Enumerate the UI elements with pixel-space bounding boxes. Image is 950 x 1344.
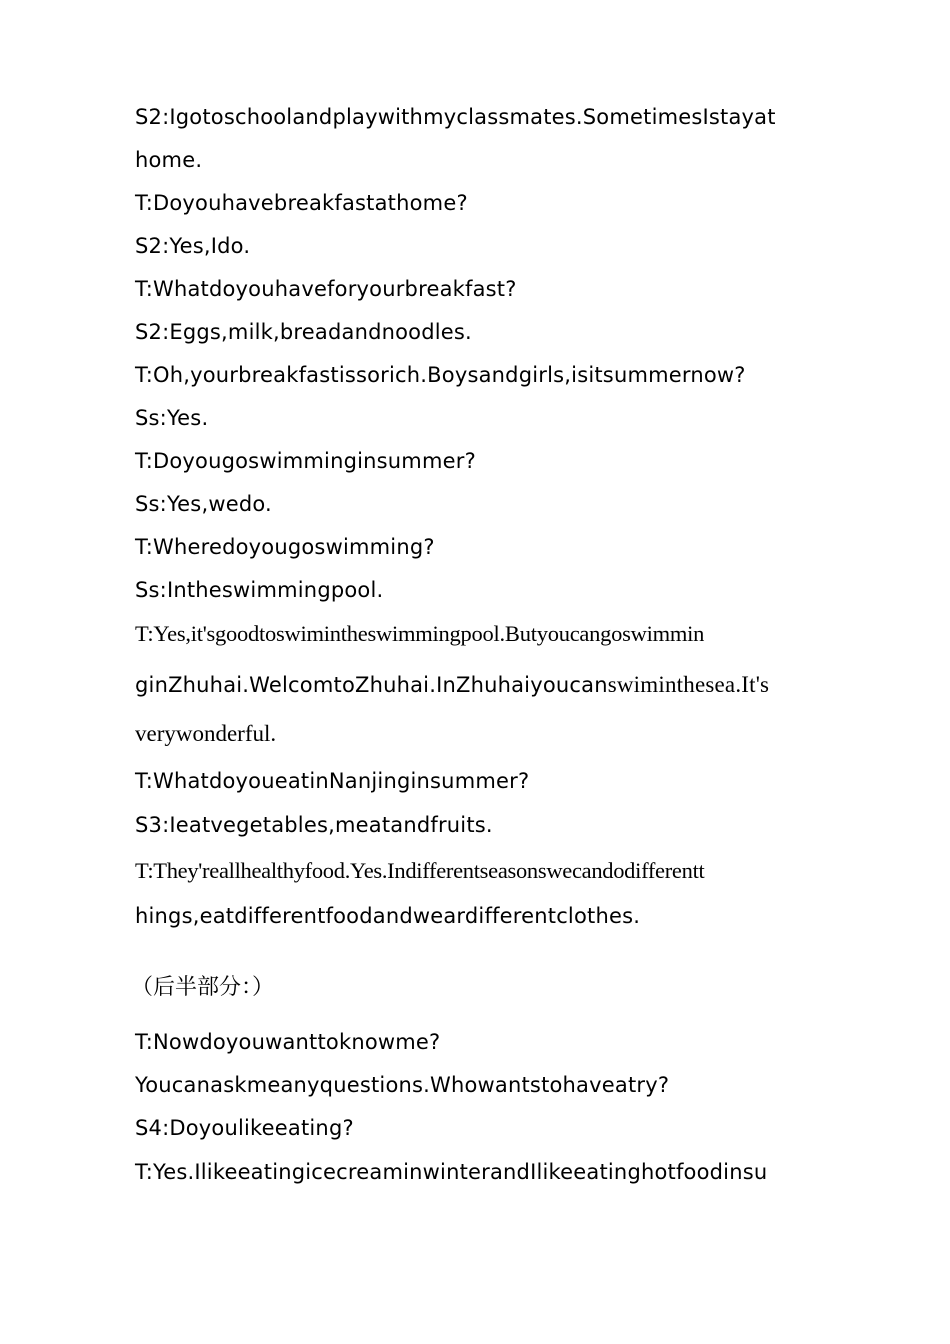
- dialogue-line-15: verywonderful.: [135, 721, 277, 746]
- dialogue-line-14: [135, 671, 769, 699]
- dialogue-line-6: S2:Eggs,milk,breadandnoodles.: [135, 320, 472, 344]
- dialogue-line-10: Ss:Yes,wedo.: [135, 492, 272, 516]
- dialogue-line-8: Ss:Yes.: [135, 406, 209, 430]
- dialogue-line-13: T:Yes,it'sgoodtoswimintheswimmingpool.Butyoucangoswimmin: [135, 621, 705, 646]
- dialogue-line-11: T:Wheredoyougoswimming?: [135, 535, 435, 559]
- dialogue-line-16: T:WhatdoyoueatinNanjinginsummer?: [135, 769, 530, 793]
- section-heading: （后半部分：）: [131, 974, 275, 999]
- dialogue-line-7: T:Oh,yourbreakfastissorich.Boysandgirls,isitsummernow?: [135, 363, 746, 387]
- dialogue-line-3: T:Doyouhavebreakfastathome?: [135, 191, 468, 215]
- dialogue-line-5: T:Whatdoyouhaveforyourbreakfast?: [135, 277, 517, 301]
- dialogue-line-17: S3:Ieatvegetables,meatandfruits.: [135, 813, 493, 837]
- dialogue-line-2: home.: [135, 148, 203, 172]
- dialogue-line-22: S4:Doyoulikeeating?: [135, 1116, 354, 1140]
- dialogue-line-14-end: swiminthesea.It's: [607, 672, 770, 697]
- dialogue-line-4: S2:Yes,Ido.: [135, 234, 251, 258]
- dialogue-line-9: T:Doyougoswimminginsummer?: [135, 449, 476, 473]
- dialogue-line-12: Ss:Intheswimmingpool.: [135, 578, 384, 602]
- dialogue-line-21: Youcanaskmeanyquestions.Whowantstohaveatry?: [135, 1073, 670, 1097]
- dialogue-line-18: T:They'reallhealthyfood.Yes.Indifferentseasonswecandodifferentt: [135, 858, 705, 883]
- dialogue-line-14-start: ginZhuhai.WelcomtoZhuhai.InZhuhaiyoucan: [135, 673, 608, 697]
- dialogue-line-23: T:Yes.IlikeeatingicecreaminwinterandIlikeeatinghotfoodinsu: [135, 1160, 768, 1184]
- dialogue-line-20: T:Nowdoyouwanttoknowme?: [135, 1030, 441, 1054]
- dialogue-line-19: hings,eatdifferentfoodandweardifferentclothes.: [135, 904, 641, 928]
- dialogue-line-1: S2:Igotoschoolandplaywithmyclassmates.SometimesIstayat: [135, 105, 776, 129]
